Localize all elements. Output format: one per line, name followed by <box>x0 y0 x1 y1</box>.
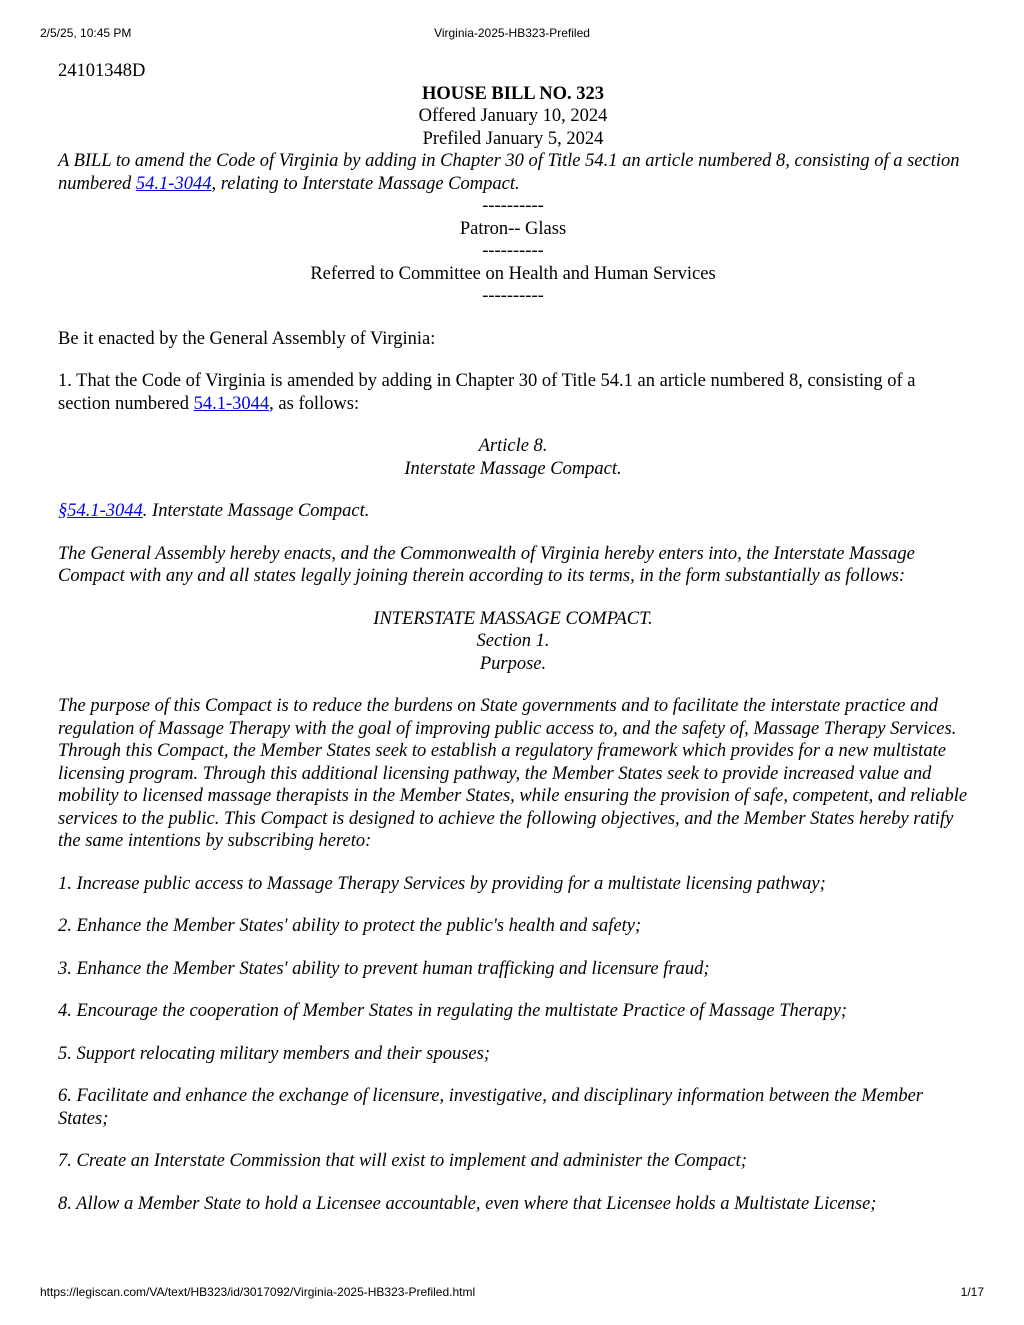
print-url: https://legiscan.com/VA/text/HB323/id/3017092/Virginia-2025-HB323-Prefiled.html <box>40 1285 476 1299</box>
summary-section-link[interactable]: 54.1-3044 <box>135 173 212 194</box>
objective-item: 2. Enhance the Member States' ability to protect the public's health and safety; <box>58 916 642 936</box>
article-number: Article 8. <box>478 436 548 456</box>
bill-summary-text: A BILL to amend the Code of Virginia by adding in Chapter 30 of Title 54.1 an article numbered 8, consisting of a section numbered <box>58 151 960 194</box>
amendment-clause-tail: , as follows: <box>269 393 360 414</box>
prefiled-date: Prefiled January 5, 2024 <box>422 128 604 149</box>
enacts-paragraph: The General Assembly hereby enacts, and the Commonwealth of Virginia hereby enters into, the Interstate Massage Compact with any and all states legally joining therein according to its terms, in the form substantially as follows: <box>58 543 915 586</box>
section-title: . Interstate Massage Compact. <box>142 501 370 521</box>
committee-referral: Referred to Committee on Health and Human Services <box>310 263 716 284</box>
compact-title: INTERSTATE MASSAGE COMPACT. <box>373 608 653 629</box>
amendment-clause-text: 1. That the Code of Virginia is amended by adding in Chapter 30 of Title 54.1 an article numbered 8, consisting of a section numbered <box>58 371 916 414</box>
article-title: Interstate Massage Compact. <box>404 458 622 479</box>
objective-item: 5. Support relocating military members and their spouses; <box>58 1043 490 1064</box>
bill-document <box>58 58 968 1215</box>
print-header <box>0 26 1024 42</box>
section-1-label: Section 1. <box>476 631 550 651</box>
objective-item: 1. Increase public access to Massage Therapy Services by providing for a multistate licensing pathway; <box>58 873 826 894</box>
patron: Patron-- Glass <box>459 218 567 239</box>
objective-item: 3. Enhance the Member States' ability to prevent human trafficking and licensure fraud; <box>58 958 710 979</box>
bill-summary-tail: , relating to Interstate Massage Compact. <box>211 173 520 194</box>
print-datetime: 2/5/25, 10:45 PM <box>40 26 132 40</box>
purpose-paragraph: The purpose of this Compact is to reduce the burdens on State governments and to facilitate the interstate practice and regulation of Massage Therapy with the goal of improving public access to, and the safety of, Massage Therapy Services. Through this Compact, the Member States seek to establish a regulatory framework which provides for a new multistate licensing program. Through this additional licensing pathway, the Member States seek to provide increased value and mobility to licensed massage therapists in the Member States, while ensuring the provision of safe, competent, and reliable services to the public. This Compact is designed to achieve the following objectives, and the Member States hereby ratify the same intentions by subscribing hereto: <box>58 696 968 851</box>
objective-item: 6. Facilitate and enhance the exchange of licensure, investigative, and disciplinary information between the Member States; <box>58 1086 923 1129</box>
section-symbol-link[interactable] <box>58 501 143 521</box>
clause-section-link[interactable]: 54.1-3044 <box>193 393 270 414</box>
objective-item: 7. Create an Interstate Commission that will exist to implement and administer the Compact; <box>58 1151 747 1171</box>
objective-item: 8. Allow a Member State to hold a Licensee accountable, even where that Licensee holds a Multistate License; <box>58 1193 877 1214</box>
separator: ---------- <box>482 196 544 216</box>
print-page-number: 1/17 <box>960 1285 984 1299</box>
amendment-clause <box>58 370 968 415</box>
section-heading <box>58 500 968 523</box>
bill-title: HOUSE BILL NO. 323 <box>422 83 604 104</box>
print-footer <box>0 1285 1024 1301</box>
objective-item: 4. Encourage the cooperation of Member States in regulating the multistate Practice of Massage Therapy; <box>58 1001 848 1021</box>
separator: ---------- <box>482 286 544 306</box>
document-id: 24101348D <box>58 61 146 81</box>
enacting-clause: Be it enacted by the General Assembly of Virginia: <box>58 328 436 349</box>
separator: ---------- <box>482 241 544 261</box>
section-symbol: § <box>58 501 68 521</box>
section-number: 54.1-3044 <box>67 501 143 521</box>
print-page-title: Virginia-2025-HB323-Prefiled <box>434 26 590 40</box>
purpose-heading: Purpose. <box>479 653 547 674</box>
offered-date: Offered January 10, 2024 <box>418 106 608 126</box>
bill-summary <box>58 150 968 195</box>
